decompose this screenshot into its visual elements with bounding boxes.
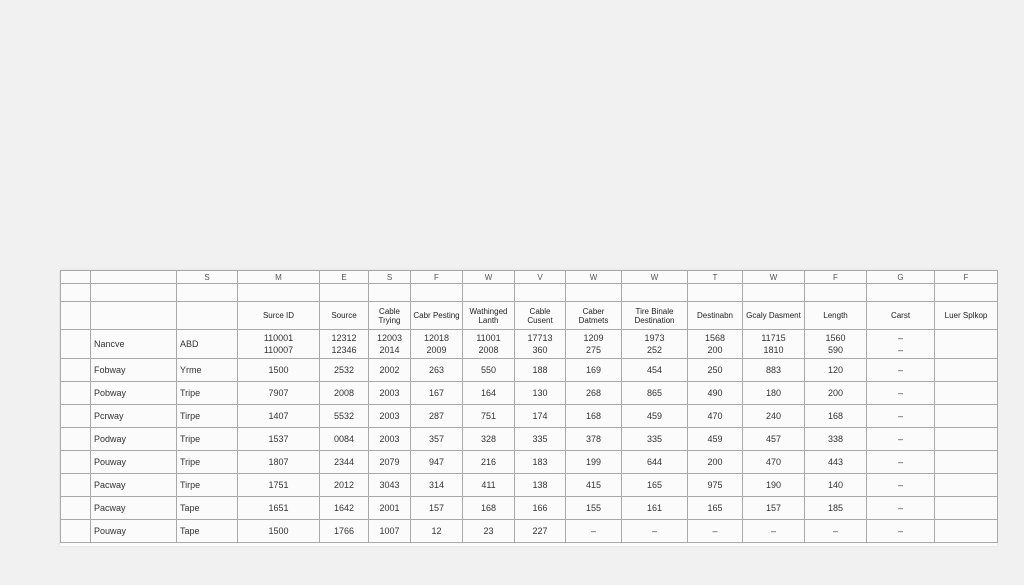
value-cell[interactable]: 457	[743, 428, 805, 451]
value-cell[interactable]: 130	[515, 382, 566, 405]
empty-cell[interactable]	[238, 284, 320, 302]
spreadsheet-sheet	[60, 270, 997, 546]
type-cell[interactable]: Tape	[177, 497, 238, 520]
value-cell[interactable]: 550	[463, 359, 515, 382]
value-cell[interactable]: 120	[805, 359, 867, 382]
type-cell[interactable]: ABD	[177, 330, 238, 359]
row-number-cell[interactable]	[61, 497, 91, 520]
header-row	[61, 302, 998, 330]
value-cell[interactable]: 865	[622, 382, 688, 405]
empty-cell[interactable]	[867, 284, 935, 302]
value-cell[interactable]: 1751	[238, 474, 320, 497]
value-cell[interactable]: 459	[688, 428, 743, 451]
value-cell[interactable]: 2003	[369, 405, 411, 428]
value-cell[interactable]: –	[867, 451, 935, 474]
column-header-cell[interactable]	[91, 302, 177, 330]
value-cell[interactable]: 2532	[320, 359, 369, 382]
empty-cell[interactable]	[935, 451, 998, 474]
value-cell[interactable]: 1500	[238, 520, 320, 543]
value-cell[interactable]: 470	[688, 405, 743, 428]
column-letter-cell[interactable]: V	[515, 271, 566, 284]
value-line-2: 275	[585, 345, 602, 355]
value-cell[interactable]: 357	[411, 428, 463, 451]
value-cell[interactable]: 227	[515, 520, 566, 543]
value-cell[interactable]: 240	[743, 405, 805, 428]
value-cell[interactable]	[867, 330, 935, 359]
value-cell[interactable]: 2008	[320, 382, 369, 405]
value-line-1: 17713	[527, 333, 553, 343]
value-cell[interactable]: 2002	[369, 359, 411, 382]
value-cell[interactable]: –	[688, 520, 743, 543]
value-cell[interactable]: –	[867, 497, 935, 520]
type-cell[interactable]: Tripe	[177, 428, 238, 451]
column-header-cell[interactable]: Caber Datmets	[566, 302, 622, 330]
value-line-2: 200	[707, 345, 723, 355]
empty-cell[interactable]	[369, 284, 411, 302]
value-cell[interactable]: 169	[566, 359, 622, 382]
name-cell[interactable]: Podway	[91, 428, 177, 451]
value-cell[interactable]: 23	[463, 520, 515, 543]
value-cell[interactable]: –	[566, 520, 622, 543]
cable-schedule-table	[60, 270, 998, 543]
empty-cell[interactable]	[935, 359, 998, 382]
value-cell[interactable]	[566, 330, 622, 359]
value-cell[interactable]	[238, 330, 320, 359]
row-number-cell[interactable]	[61, 520, 91, 543]
name-cell[interactable]: Pacway	[91, 497, 177, 520]
value-cell[interactable]: 168	[566, 405, 622, 428]
value-cell[interactable]: 2079	[369, 451, 411, 474]
type-cell[interactable]: Tape	[177, 520, 238, 543]
value-cell[interactable]: 2012	[320, 474, 369, 497]
type-cell[interactable]: Yrme	[177, 359, 238, 382]
value-line-1: 12312	[331, 333, 357, 343]
value-cell[interactable]: 1537	[238, 428, 320, 451]
empty-cell[interactable]	[411, 284, 463, 302]
row-number-cell[interactable]	[61, 405, 91, 428]
value-cell[interactable]: 138	[515, 474, 566, 497]
column-header-cell[interactable]: Luer Splkop	[935, 302, 998, 330]
value-line-1: 11715	[761, 333, 786, 343]
table-row	[61, 451, 998, 474]
value-cell[interactable]: 183	[515, 451, 566, 474]
value-line-2: 590	[827, 345, 844, 355]
column-letter-cell[interactable]: M	[238, 271, 320, 284]
value-cell[interactable]: 7907	[238, 382, 320, 405]
table-row	[61, 382, 998, 405]
column-header-cell[interactable]: Gcaly Dasment	[743, 302, 805, 330]
value-cell[interactable]	[411, 330, 463, 359]
row-number-cell[interactable]	[61, 382, 91, 405]
value-cell[interactable]: 263	[411, 359, 463, 382]
empty-cell[interactable]	[622, 284, 688, 302]
value-cell[interactable]: 5532	[320, 405, 369, 428]
value-cell[interactable]: 168	[463, 497, 515, 520]
value-cell[interactable]	[515, 330, 566, 359]
table-body	[61, 271, 998, 543]
column-header-cell[interactable]: Carst	[867, 302, 935, 330]
table-row	[61, 359, 998, 382]
column-header-cell[interactable]: Length	[805, 302, 867, 330]
value-cell[interactable]: 411	[463, 474, 515, 497]
column-letter-cell[interactable]: F	[805, 271, 867, 284]
value-cell[interactable]: 1407	[238, 405, 320, 428]
value-line-2: 252	[646, 345, 663, 355]
value-cell[interactable]: 338	[805, 428, 867, 451]
type-cell[interactable]: Tripe	[177, 382, 238, 405]
value-line-2: 2009	[426, 345, 447, 355]
value-line-1: 1973	[644, 333, 665, 343]
column-header-cell[interactable]: Destinabn	[688, 302, 743, 330]
name-cell[interactable]: Pouway	[91, 520, 177, 543]
value-cell[interactable]: –	[867, 359, 935, 382]
column-letter-cell[interactable]: F	[411, 271, 463, 284]
empty-cell[interactable]	[177, 284, 238, 302]
name-cell[interactable]: Pcrway	[91, 405, 177, 428]
name-cell[interactable]: Pacway	[91, 474, 177, 497]
value-cell[interactable]	[688, 330, 743, 359]
value-cell[interactable]: 443	[805, 451, 867, 474]
value-line-2: –	[897, 345, 903, 355]
value-cell[interactable]: 161	[622, 497, 688, 520]
name-cell[interactable]: Pouway	[91, 451, 177, 474]
value-cell[interactable]: 12	[411, 520, 463, 543]
column-header-cell[interactable]: Wathinged Lanth	[463, 302, 515, 330]
value-cell[interactable]: 0084	[320, 428, 369, 451]
value-cell[interactable]: 328	[463, 428, 515, 451]
type-cell[interactable]: Tirpe	[177, 474, 238, 497]
table-row	[61, 474, 998, 497]
column-letter-cell[interactable]: S	[369, 271, 411, 284]
column-letter-cell[interactable]: E	[320, 271, 369, 284]
empty-cell[interactable]	[61, 284, 91, 302]
value-line-2: 12346	[331, 345, 357, 355]
value-cell[interactable]: 2344	[320, 451, 369, 474]
empty-cell[interactable]	[566, 284, 622, 302]
value-cell[interactable]: –	[805, 520, 867, 543]
table-row	[61, 428, 998, 451]
type-cell[interactable]: Tripe	[177, 451, 238, 474]
column-header-cell[interactable]: Surce ID	[238, 302, 320, 330]
value-cell[interactable]: 157	[743, 497, 805, 520]
value-cell[interactable]: 216	[463, 451, 515, 474]
value-cell[interactable]: 155	[566, 497, 622, 520]
value-cell[interactable]: 157	[411, 497, 463, 520]
empty-cell[interactable]	[805, 284, 867, 302]
name-cell[interactable]: Nancve	[91, 330, 177, 359]
value-cell[interactable]: 2001	[369, 497, 411, 520]
empty-cell[interactable]	[935, 428, 998, 451]
empty-cell[interactable]	[688, 284, 743, 302]
row-number-cell[interactable]	[61, 428, 91, 451]
value-line-2: 1810	[763, 345, 784, 355]
value-line-2: 110007	[263, 345, 294, 355]
column-letter-cell[interactable]: W	[463, 271, 515, 284]
value-cell[interactable]: 268	[566, 382, 622, 405]
table-row	[61, 405, 998, 428]
empty-cell[interactable]	[935, 284, 998, 302]
column-letter-cell[interactable]: W	[566, 271, 622, 284]
value-cell[interactable]: 644	[622, 451, 688, 474]
value-cell[interactable]	[320, 330, 369, 359]
value-line-1: 12018	[423, 333, 450, 343]
value-cell[interactable]: 200	[805, 382, 867, 405]
row-number-cell[interactable]	[61, 302, 91, 330]
value-cell[interactable]: 415	[566, 474, 622, 497]
value-cell[interactable]: 165	[622, 474, 688, 497]
empty-cell[interactable]	[463, 284, 515, 302]
value-cell[interactable]: 883	[743, 359, 805, 382]
value-cell[interactable]: 188	[515, 359, 566, 382]
table-row	[61, 520, 998, 543]
value-cell[interactable]: 250	[688, 359, 743, 382]
table-row	[61, 497, 998, 520]
empty-cell[interactable]	[935, 497, 998, 520]
value-cell[interactable]: 166	[515, 497, 566, 520]
value-line-1: 1209	[583, 333, 604, 343]
value-cell[interactable]: 287	[411, 405, 463, 428]
value-line-1: 1568	[704, 333, 726, 343]
value-cell[interactable]: 454	[622, 359, 688, 382]
column-letter-cell[interactable]: S	[177, 271, 238, 284]
value-cell[interactable]: 947	[411, 451, 463, 474]
row-number-cell[interactable]	[61, 330, 91, 359]
value-cell[interactable]: 164	[463, 382, 515, 405]
value-cell[interactable]: 200	[688, 451, 743, 474]
value-cell[interactable]	[622, 330, 688, 359]
column-letter-row	[61, 271, 998, 284]
value-cell[interactable]: 140	[805, 474, 867, 497]
blank-row	[61, 284, 998, 302]
column-header-cell[interactable]: Cable Cusent	[515, 302, 566, 330]
value-line-2: 2008	[478, 345, 499, 355]
column-header-cell[interactable]: Tire Binale Destination	[622, 302, 688, 330]
value-cell[interactable]: 174	[515, 405, 566, 428]
value-line-2: 360	[532, 345, 548, 355]
empty-cell[interactable]	[935, 330, 998, 359]
value-cell[interactable]: –	[743, 520, 805, 543]
value-cell[interactable]: 378	[566, 428, 622, 451]
value-cell[interactable]: 335	[515, 428, 566, 451]
name-cell[interactable]: Fobway	[91, 359, 177, 382]
column-letter-cell[interactable]: W	[622, 271, 688, 284]
row-number-cell[interactable]	[61, 359, 91, 382]
empty-cell[interactable]	[515, 284, 566, 302]
empty-cell[interactable]	[935, 520, 998, 543]
value-line-1: 11001	[476, 333, 501, 343]
value-cell[interactable]: –	[867, 382, 935, 405]
empty-cell[interactable]	[320, 284, 369, 302]
value-cell[interactable]: 167	[411, 382, 463, 405]
value-cell[interactable]: 1651	[238, 497, 320, 520]
value-cell[interactable]: 490	[688, 382, 743, 405]
column-header-cell[interactable]: Cabr Pesting	[411, 302, 463, 330]
name-cell[interactable]: Pobway	[91, 382, 177, 405]
empty-cell[interactable]	[935, 382, 998, 405]
value-cell[interactable]: 1807	[238, 451, 320, 474]
value-line-1: 1560	[825, 333, 846, 343]
empty-cell[interactable]	[935, 474, 998, 497]
column-letter-cell[interactable]: W	[743, 271, 805, 284]
column-letter-cell[interactable]: F	[935, 271, 998, 284]
value-cell[interactable]: 751	[463, 405, 515, 428]
value-line-2: 2014	[379, 345, 400, 355]
value-cell[interactable]: 470	[743, 451, 805, 474]
value-cell[interactable]: 459	[622, 405, 688, 428]
row-number-cell[interactable]	[61, 474, 91, 497]
value-cell[interactable]: –	[622, 520, 688, 543]
column-letter-cell[interactable]: T	[688, 271, 743, 284]
empty-cell[interactable]	[91, 284, 177, 302]
value-cell[interactable]: –	[867, 428, 935, 451]
value-cell[interactable]: –	[867, 474, 935, 497]
value-cell[interactable]: 1766	[320, 520, 369, 543]
empty-cell[interactable]	[743, 284, 805, 302]
row-number-cell[interactable]	[61, 451, 91, 474]
value-cell[interactable]: 975	[688, 474, 743, 497]
column-letter-cell[interactable]	[91, 271, 177, 284]
corner-cell[interactable]	[61, 271, 91, 284]
value-cell[interactable]: 190	[743, 474, 805, 497]
type-cell[interactable]: Tirpe	[177, 405, 238, 428]
value-cell[interactable]: 165	[688, 497, 743, 520]
column-header-cell[interactable]: Cable Trying	[369, 302, 411, 330]
value-cell[interactable]	[805, 330, 867, 359]
empty-cell[interactable]	[935, 405, 998, 428]
value-line-1: 12003	[376, 333, 403, 343]
value-cell[interactable]: 335	[622, 428, 688, 451]
value-cell[interactable]: 185	[805, 497, 867, 520]
value-cell[interactable]: 1007	[369, 520, 411, 543]
value-cell[interactable]	[463, 330, 515, 359]
value-line-1: –	[897, 333, 903, 343]
value-cell[interactable]: 180	[743, 382, 805, 405]
value-cell[interactable]: –	[867, 405, 935, 428]
value-cell[interactable]	[743, 330, 805, 359]
value-cell[interactable]: 3043	[369, 474, 411, 497]
value-cell[interactable]: –	[867, 520, 935, 543]
value-line-1: 110001	[263, 333, 294, 343]
value-cell[interactable]	[369, 330, 411, 359]
table-row	[61, 330, 998, 359]
value-cell[interactable]: 199	[566, 451, 622, 474]
value-cell[interactable]: 1642	[320, 497, 369, 520]
column-header-cell[interactable]: Source	[320, 302, 369, 330]
value-cell[interactable]: 168	[805, 405, 867, 428]
value-cell[interactable]: 2003	[369, 382, 411, 405]
value-cell[interactable]: 2003	[369, 428, 411, 451]
value-cell[interactable]: 314	[411, 474, 463, 497]
value-cell[interactable]: 1500	[238, 359, 320, 382]
column-letter-cell[interactable]: G	[867, 271, 935, 284]
column-header-cell[interactable]	[177, 302, 238, 330]
